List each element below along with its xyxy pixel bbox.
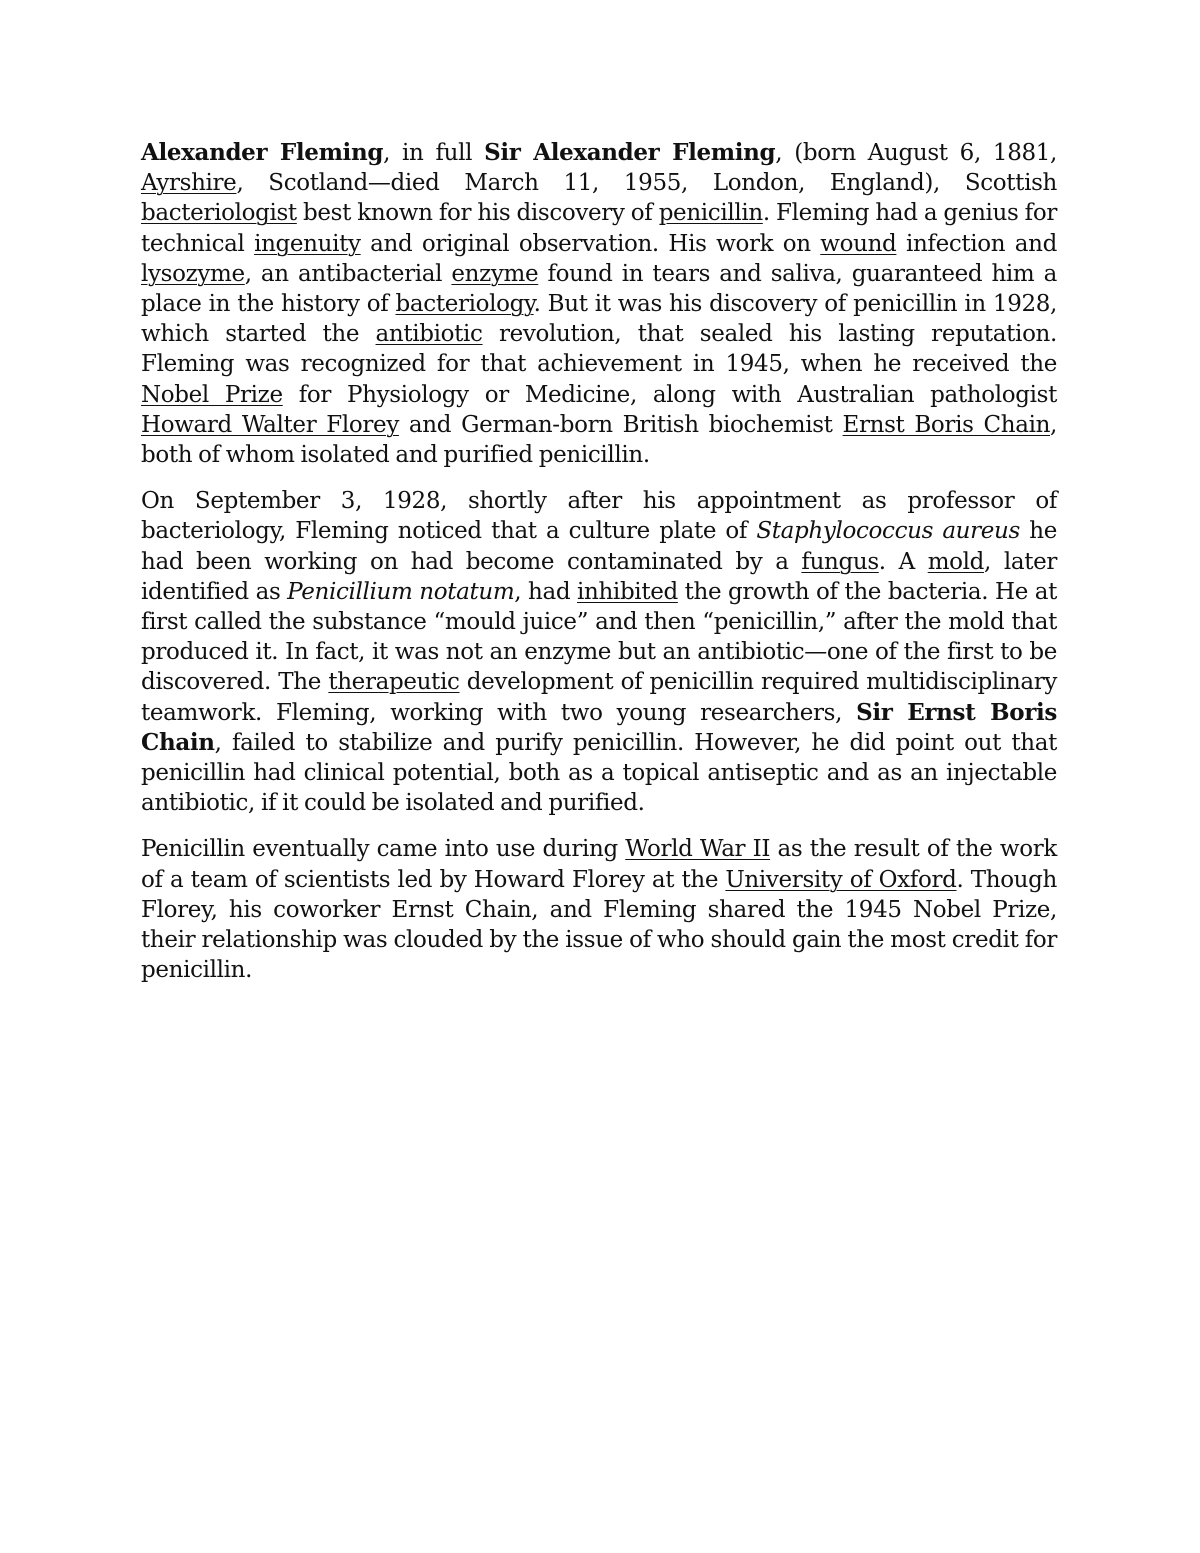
text-run: and German-born British biochemist — [398, 411, 843, 438]
text-run: , an antibacterial — [244, 260, 452, 287]
link-text[interactable]: enzyme — [451, 260, 539, 287]
link-text[interactable]: antibiotic — [375, 321, 483, 348]
link-text[interactable]: Nobel Prize — [141, 381, 283, 408]
link-text[interactable]: bacteriology — [395, 291, 534, 318]
link-text[interactable]: penicillin — [658, 200, 763, 227]
text-run: , later identified as — [141, 548, 1057, 605]
text-run: the growth of the bacteria. He at first called the substance “mould juice” and then “penicillin,” after the mold that produced it. In fact, it was not an enzyme but an antibiotic—one of the first to be discovered. The — [141, 578, 1057, 696]
text-run: , both of whom isolated and purified penicillin. — [141, 411, 1058, 469]
link-text[interactable]: mold — [927, 548, 985, 575]
bold-text: Sir Ernst Boris Chain — [141, 698, 1057, 756]
text-run: Penicillin eventually came into use during — [141, 836, 626, 863]
text-run: best known for his discovery of — [296, 200, 659, 227]
link-text[interactable]: Howard Walter Florey — [141, 411, 399, 438]
text-run: . Fleming had a genius for technical — [141, 200, 1057, 257]
text-run: . Though Florey, his coworker Ernst Chain, and Fleming shared the 1945 Nobel Prize, their relationship was clouded by the issue of who should gain the most credit for penicillin. — [141, 866, 1057, 984]
text-run: , (born August 6, 1881, — [775, 140, 1058, 166]
text-run: On September 3, 1928, shortly after his appointment as professor of bacteriology, Fleming noticed that a culture plate of — [141, 488, 1057, 545]
text-run: revolution, that sealed his lasting reputation. Fleming was recognized for that achievement in 1945, when he received the — [141, 321, 1057, 378]
text-run: infection and — [896, 230, 1057, 257]
italic-text: Staphylococcus aureus — [756, 518, 1020, 545]
link-text[interactable]: therapeutic — [328, 669, 460, 696]
bold-text: Sir Alexander Fleming — [484, 139, 776, 166]
italic-text: Penicillium notatum — [287, 578, 515, 605]
text-run: , in full — [383, 140, 485, 166]
text-run: he had been working on had become contaminated by a — [141, 518, 1058, 575]
text-run: . A — [878, 548, 928, 575]
link-text[interactable]: lysozyme — [141, 260, 245, 287]
text-run: , failed to stabilize and purify penicillin. However, he did point out that penicillin had clinical potential, both as a topical antiseptic and as an injectable antibiotic, if it could be isolated and purified. — [141, 729, 1057, 817]
link-text[interactable]: ingenuity — [254, 230, 361, 257]
text-run: , had — [514, 578, 577, 605]
link-text[interactable]: Ernst Boris Chain — [842, 411, 1051, 438]
paragraph-2 — [141, 486, 1057, 818]
text-run: as the result of the work of a team of scientists led by Howard Florey at the — [141, 836, 1057, 893]
link-text[interactable]: University of Oxford — [725, 866, 957, 893]
bold-text: Alexander Fleming — [141, 139, 384, 166]
paragraph-3 — [141, 834, 1057, 985]
link-text[interactable]: bacteriologist — [141, 200, 297, 227]
text-run: development of penicillin required multidisciplinary teamwork. Fleming, working with two young researchers, — [141, 669, 1057, 726]
document-body — [141, 138, 1057, 1001]
text-run: , Scotland—died March 11, 1955, London, England), Scottish — [236, 170, 1057, 197]
text-run: found in tears and saliva, guaranteed him a place in the history of — [141, 260, 1057, 318]
text-run: for Physiology or Medicine, along with Australian pathologist — [282, 381, 1057, 408]
link-text[interactable]: fungus — [801, 548, 879, 575]
text-run: and original observation. His work on — [360, 230, 821, 257]
text-run: . But it was his discovery of penicillin in 1928, which started the — [141, 291, 1058, 348]
link-text[interactable]: wound — [820, 230, 897, 257]
link-text[interactable]: inhibited — [577, 578, 678, 605]
link-text[interactable]: Ayrshire — [141, 170, 237, 197]
paragraph-1 — [141, 138, 1057, 470]
link-text[interactable]: World War II — [625, 836, 771, 863]
